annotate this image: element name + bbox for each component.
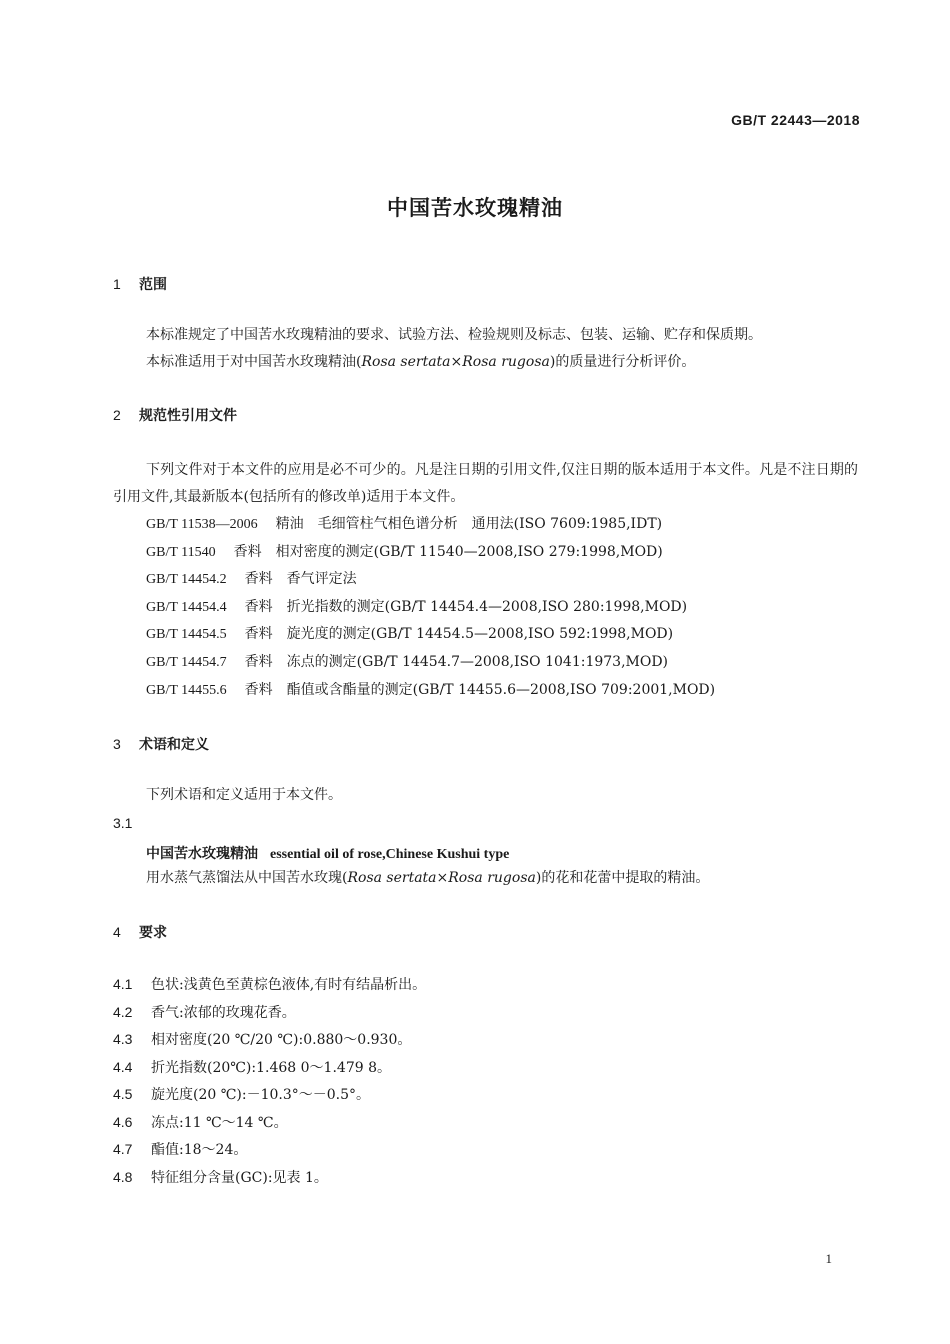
- requirement-text: 香气:浓郁的玫瑰花香。: [151, 1005, 296, 1021]
- reference-code: GB/T 14454.4: [146, 600, 227, 615]
- reference-code: GB/T 14455.6: [146, 683, 227, 698]
- section-number: 1: [113, 276, 121, 292]
- requirement-item: [113, 1029, 411, 1049]
- reference-item: [146, 651, 668, 671]
- requirement-number: 4.3: [113, 1031, 133, 1047]
- requirement-text: 特征组分含量(GC):见表 1。: [151, 1170, 328, 1186]
- requirement-number: 4.2: [113, 1004, 133, 1020]
- section-title: 规范性引用文件: [139, 408, 237, 424]
- term-english: essential oil of rose,Chinese Kushui type: [270, 847, 510, 862]
- requirement-item: [113, 1167, 328, 1187]
- latin-name: Rosa rugosa: [462, 354, 550, 370]
- reference-text: 精油 毛细管柱气相色谱分析 通用法(ISO 7609:1985,IDT): [275, 516, 663, 532]
- reference-text: 香料 相对密度的测定(GB/T 11540—2008,ISO 279:1998,MOD): [233, 544, 663, 560]
- text-part: 用水蒸气蒸馏法从中国苦水玫瑰(: [146, 870, 348, 886]
- term-number: 3.1: [113, 815, 133, 831]
- requirement-text: 冻点:11 ℃～14 ℃。: [151, 1115, 288, 1131]
- requirement-number: 4.8: [113, 1169, 133, 1185]
- text-part: )的花和花蕾中提取的精油。: [535, 870, 710, 886]
- section-title: 要求: [139, 925, 167, 941]
- section-3-heading: [113, 734, 209, 754]
- text-part: 本标准适用于对中国苦水玫瑰精油(: [146, 354, 362, 370]
- reference-item: [146, 679, 715, 699]
- requirement-number: 4.6: [113, 1114, 133, 1130]
- requirement-item: [113, 974, 426, 994]
- document-title: 中国苦水玫瑰精油: [387, 196, 563, 220]
- requirement-item: [113, 1139, 247, 1159]
- section-title: 范围: [139, 277, 167, 293]
- requirement-item: [113, 1057, 391, 1077]
- reference-item: [146, 596, 687, 616]
- reference-text: 香料 冻点的测定(GB/T 14454.7—2008,ISO 1041:1973,MOD): [244, 654, 669, 670]
- reference-code: GB/T 11538—2006: [146, 517, 258, 532]
- requirement-number: 4.7: [113, 1141, 133, 1157]
- document-code: GB/T 22443—2018: [731, 112, 860, 128]
- requirement-text: 折光指数(20℃):1.468 0～1.479 8。: [151, 1060, 391, 1076]
- requirement-number: 4.5: [113, 1086, 133, 1102]
- latin-name: Rosa rugosa: [448, 870, 536, 886]
- reference-item: [146, 623, 673, 643]
- term-heading: [146, 843, 509, 863]
- section-number: 3: [113, 736, 121, 752]
- scope-paragraph-1: 本标准规定了中国苦水玫瑰精油的要求、试验方法、检验规则及标志、包装、运输、贮存和保质期。: [146, 327, 762, 343]
- cross-symbol: ×: [436, 870, 449, 886]
- section-1-heading: [113, 274, 167, 294]
- reference-code: GB/T 11540: [146, 545, 216, 560]
- section-number: 4: [113, 924, 121, 940]
- requirement-number: 4.1: [113, 976, 133, 992]
- cross-symbol: ×: [450, 354, 463, 370]
- requirement-text: 酯值:18～24。: [151, 1142, 248, 1158]
- terms-intro: 下列术语和定义适用于本文件。: [146, 787, 342, 803]
- text-part: )的质量进行分析评价。: [549, 354, 696, 370]
- requirement-text: 相对密度(20 ℃/20 ℃):0.880～0.930。: [151, 1032, 412, 1048]
- reference-code: GB/T 14454.5: [146, 627, 227, 642]
- reference-text: 香料 旋光度的测定(GB/T 14454.5—2008,ISO 592:1998,MOD): [244, 626, 674, 642]
- reference-text: 香料 折光指数的测定(GB/T 14454.4—2008,ISO 280:1998,MOD): [244, 599, 688, 615]
- section-number: 2: [113, 407, 121, 423]
- scope-paragraph-2: [146, 349, 695, 376]
- reference-code: GB/T 14454.2: [146, 572, 227, 587]
- term-chinese: 中国苦水玫瑰精油: [146, 846, 258, 862]
- reference-item: [146, 513, 662, 533]
- term-definition: [146, 865, 709, 892]
- reference-item: [146, 541, 663, 561]
- requirement-text: 旋光度(20 ℃):－10.3°～－0.5°。: [151, 1087, 371, 1103]
- requirement-text: 色状:浅黄色至黄棕色液体,有时有结晶析出。: [151, 977, 427, 993]
- latin-name: Rosa sertata: [347, 870, 437, 886]
- reference-code: GB/T 14454.7: [146, 655, 227, 670]
- references-intro: 下列文件对于本文件的应用是必不可少的。凡是注日期的引用文件,仅注日期的版本适用于本文件。凡是不注日期的引用文件,其最新版本(包括所有的修改单)适用于本文件。: [113, 462, 858, 505]
- reference-text: 香料 酯值或含酯量的测定(GB/T 14455.6—2008,ISO 709:2001,MOD): [244, 682, 716, 698]
- section-4-heading: [113, 922, 167, 942]
- page-number: 1: [825, 1251, 832, 1266]
- requirement-item: [113, 1112, 288, 1132]
- reference-item: [146, 568, 357, 588]
- section-2-heading: [113, 405, 237, 425]
- latin-name: Rosa sertata: [361, 354, 451, 370]
- requirement-item: [113, 1002, 296, 1022]
- reference-text: 香料 香气评定法: [244, 571, 357, 587]
- requirement-item: [113, 1084, 370, 1104]
- requirement-number: 4.4: [113, 1059, 133, 1075]
- section-title: 术语和定义: [139, 737, 209, 753]
